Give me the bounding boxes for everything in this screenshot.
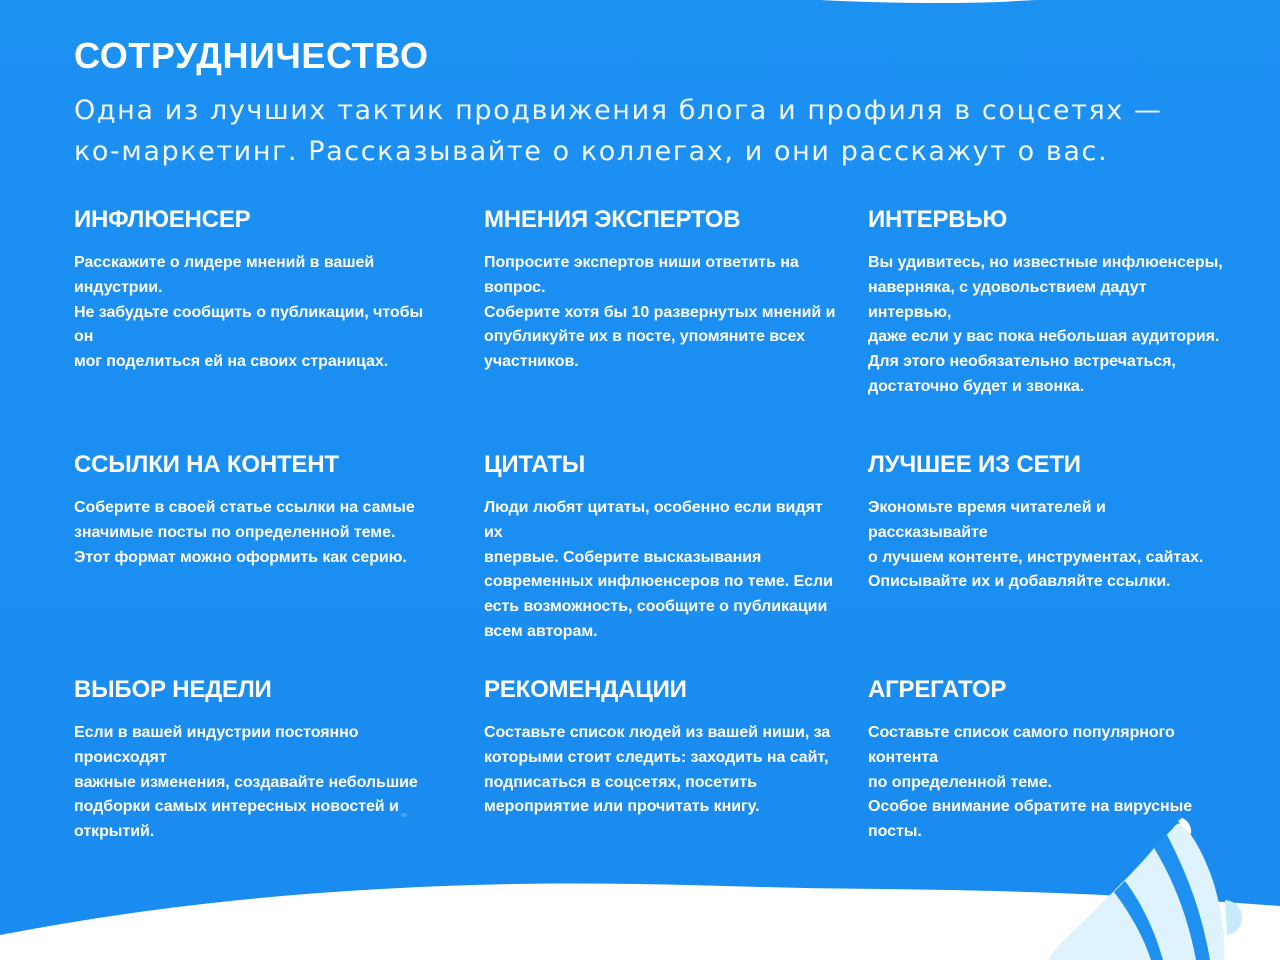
card-description: Попросите экспертов ниши ответить на вопрос. Соберите хотя бы 10 развернутых мнений и опубликуйте их в посте, упомяните всех участников. [484,254,836,371]
card-description: Составьте список самого популярного контента по определенной теме. Особое внимание обратите на вирусные посты. [868,724,1193,841]
page-subtitle: Одна из лучших тактик продвижения блога и профиля в соцсетях — ко-маркетинг. Рассказывайте о коллегах, и они расскажут о вас. [74,95,1163,167]
card-interview [868,205,1228,400]
decorative-dot [401,813,407,817]
header-section [74,34,1194,172]
card-title: ВЫБОР НЕДЕЛИ [74,676,272,703]
page-title: СОТРУДНИЧЕСТВО [74,35,429,76]
card-week-choice [74,675,444,845]
card-description: Вы удивитесь, но известные инфлюенсеры, наверняка, с удовольствием дадут интервью, даже если у вас пока небольшая аудитория. Для этого необязательно встречаться, достаточно будет и звонка. [868,254,1223,395]
tactics-grid [74,205,1224,855]
card-title: ЛУЧШЕЕ ИЗ СЕТИ [868,451,1081,478]
card-description: Люди любят цитаты, особенно если видят их впервые. Соберите высказывания современных инфлюенсеров по теме. Если есть возможность, сообщите о публикации всем авторам. [484,499,833,640]
card-recommendations [484,675,854,820]
card-description: Составьте список людей из вашей ниши, за которыми стоит следить: заходить на сайт, подписаться в соцсетях, посетить мероприятие или прочитать книгу. [484,724,831,816]
card-influencer [74,205,434,375]
card-title: МНЕНИЯ ЭКСПЕРТОВ [484,206,741,233]
card-expert-opinions [484,205,844,375]
card-best-of-web [868,450,1228,595]
card-description: Если в вашей индустрии постоянно происходят важные изменения, создавайте небольшие подборки самых интересных новостей и открытий. [74,724,418,841]
card-title: ССЫЛКИ НА КОНТЕНТ [74,451,339,478]
top-wave-decoration [0,0,1280,20]
card-title: ЦИТАТЫ [484,451,586,478]
card-title: ИНФЛЮЕНСЕР [74,206,251,233]
card-title: ИНТЕРВЬЮ [868,206,1007,233]
card-title: РЕКОМЕНДАЦИИ [484,676,687,703]
card-title: АГРЕГАТОР [868,676,1007,703]
card-description: Соберите в своей статье ссылки на самые значимые посты по определенной теме. Этот формат можно оформить как серию. [74,499,415,566]
card-aggregator [868,675,1228,845]
card-quotes [484,450,844,645]
card-description: Расскажите о лидере мнений в вашей индустрии. Не забудьте сообщить о публикации, чтобы он мог поделиться ей на своих страницах. [74,254,424,371]
card-content-links [74,450,434,570]
card-description: Экономьте время читателей и рассказывайте о лучшем контенте, инструментах, сайтах. Описывайте их и добавляйте ссылки. [868,499,1204,591]
bottom-wave-decoration [0,840,1280,960]
